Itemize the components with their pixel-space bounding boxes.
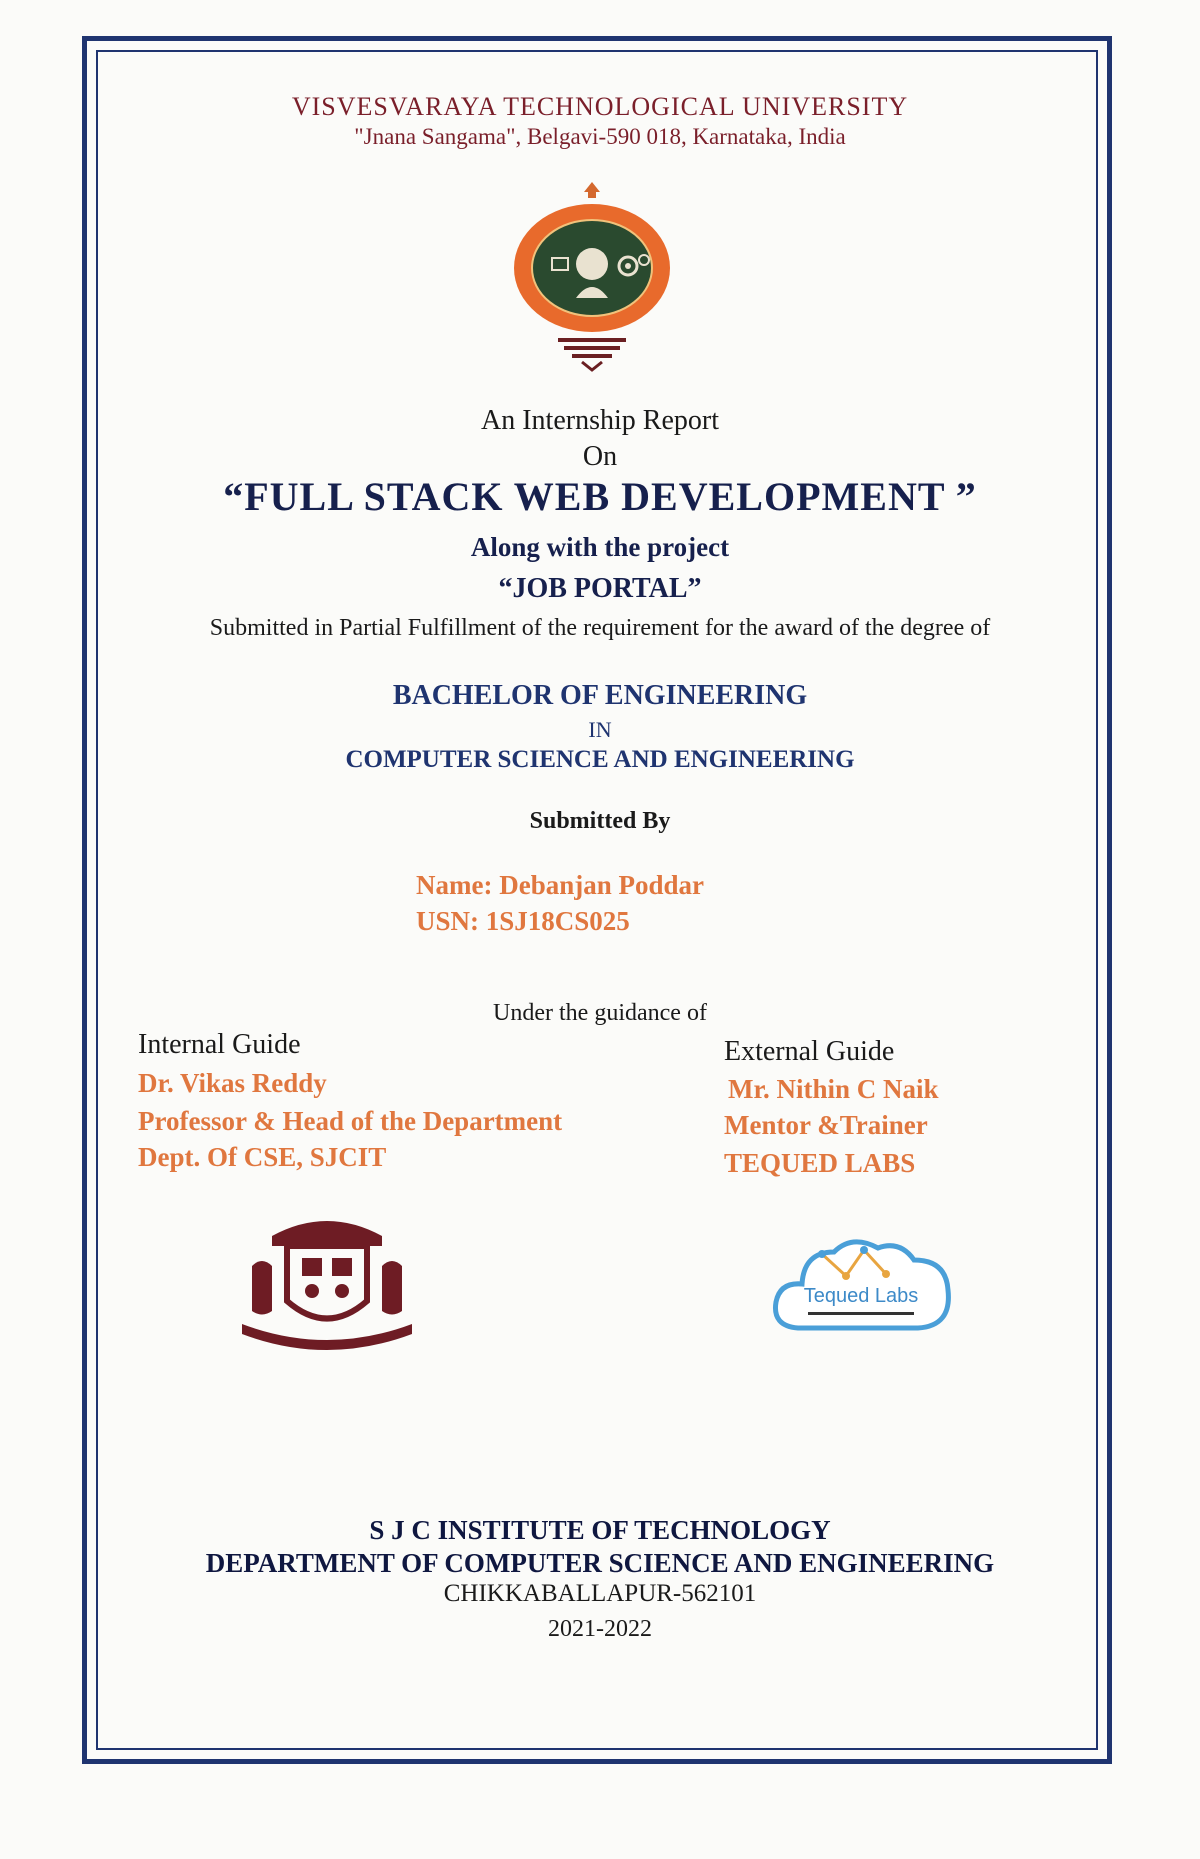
vtu-emblem-logo — [492, 180, 692, 380]
submitted-by-heading: Submitted By — [529, 808, 671, 834]
external-guide-label: External Guide — [724, 1036, 895, 1067]
academic-year: 2021-2022 — [548, 1616, 652, 1642]
project-title: “JOB PORTAL” — [498, 573, 702, 604]
department-name: DEPARTMENT OF COMPUTER SCIENCE AND ENGINEERING — [205, 1548, 995, 1578]
institute-name: S J C INSTITUTE OF TECHNOLOGY — [369, 1515, 831, 1545]
university-address: "Jnana Sangama", Belgavi-590 018, Karnataka, India — [354, 124, 846, 149]
guidance-heading: Under the guidance of — [493, 1000, 707, 1026]
report-label: An Internship Report — [481, 405, 719, 436]
submission-statement: Submitted in Partial Fulfillment of the requirement for the award of the degree of — [209, 615, 991, 641]
tequed-logo-text: Tequed Labs — [803, 1285, 919, 1307]
external-guide-role: Mentor &Trainer — [724, 1110, 928, 1140]
degree-in: IN — [588, 717, 612, 742]
report-on: On — [582, 441, 618, 472]
degree-name: BACHELOR OF ENGINEERING — [392, 680, 808, 711]
internal-guide-dept: Dept. Of CSE, SJCIT — [138, 1142, 387, 1172]
along-with-project: Along with the project — [470, 532, 730, 562]
sjcit-crest-logo — [232, 1206, 422, 1356]
student-name: Name: Debanjan Poddar — [416, 870, 704, 900]
external-guide-name: Mr. Nithin C Naik — [728, 1074, 939, 1104]
university-name: VISVESVARAYA TECHNOLOGICAL UNIVERSITY — [291, 92, 909, 121]
internal-guide-label: Internal Guide — [138, 1029, 301, 1060]
institute-city: CHIKKABALLAPUR-562101 — [443, 1580, 757, 1607]
report-title: “FULL STACK WEB DEVELOPMENT ” — [223, 474, 977, 519]
student-usn: USN: 1SJ18CS025 — [416, 906, 630, 936]
internal-guide-role: Professor & Head of the Department — [138, 1106, 563, 1136]
degree-branch: COMPUTER SCIENCE AND ENGINEERING — [345, 746, 855, 773]
tequed-labs-logo — [768, 1230, 954, 1346]
internal-guide-name: Dr. Vikas Reddy — [138, 1068, 327, 1098]
external-guide-org: TEQUED LABS — [724, 1148, 916, 1178]
